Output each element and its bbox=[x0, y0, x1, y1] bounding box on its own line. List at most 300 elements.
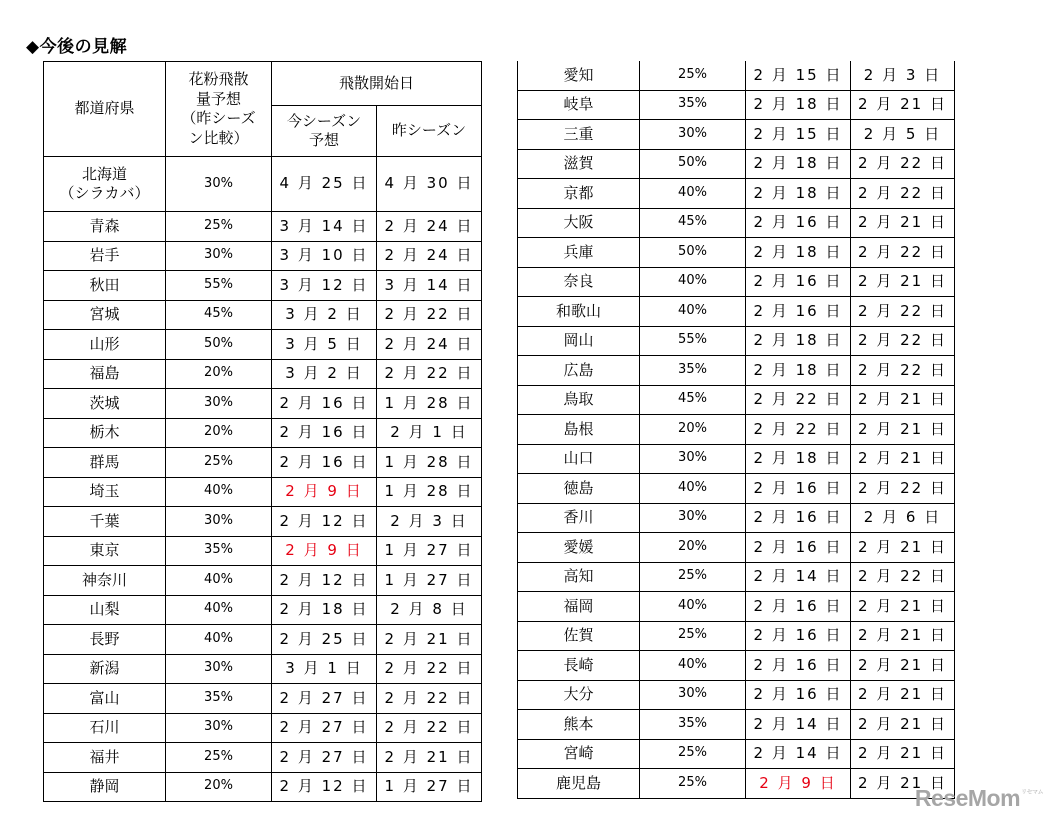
pollen-amount-cell bbox=[640, 208, 746, 238]
prefecture-cell-text: 福島 bbox=[89, 364, 120, 382]
prefecture-cell bbox=[44, 654, 166, 684]
prefecture-cell bbox=[518, 208, 640, 238]
prefecture-cell-text: 栃木 bbox=[89, 423, 120, 441]
table-row bbox=[44, 241, 482, 271]
pollen-amount-cell-text: 40% bbox=[204, 630, 233, 646]
last-season-date-cell bbox=[377, 477, 482, 507]
last-season-date-cell-text: 2 月 22 日 bbox=[858, 183, 947, 202]
prefecture-cell bbox=[44, 507, 166, 537]
forecast-date-cell-text: 3 月 14 日 bbox=[279, 216, 369, 235]
last-season-date-cell bbox=[377, 713, 482, 743]
pollen-amount-cell bbox=[640, 621, 746, 651]
last-season-date-cell bbox=[851, 533, 955, 563]
pollen-amount-cell-text: 25% bbox=[678, 627, 707, 643]
prefecture-cell-text: 滋賀 bbox=[563, 154, 594, 172]
last-season-date-cell bbox=[377, 330, 482, 360]
prefecture-cell-text: 静岡 bbox=[89, 777, 120, 795]
last-season-date-cell bbox=[377, 507, 482, 537]
last-season-date-cell-text: 2 月 22 日 bbox=[384, 305, 474, 323]
forecast-date-cell-text: 2 月 12 日 bbox=[279, 511, 369, 530]
pollen-amount-cell-text: 45% bbox=[678, 391, 707, 407]
table-row bbox=[44, 713, 482, 743]
prefecture-cell-text: 大阪 bbox=[563, 213, 594, 231]
pollen-amount-cell-text: 40% bbox=[678, 656, 707, 672]
forecast-date-cell bbox=[272, 595, 377, 625]
pollen-amount-cell bbox=[640, 356, 746, 386]
forecast-date-cell bbox=[272, 389, 377, 419]
forecast-date-cell-text: 2 月 14 日 bbox=[753, 744, 843, 762]
table-row bbox=[518, 710, 955, 740]
header-last-season: 昨シーズン bbox=[377, 106, 482, 157]
forecast-date-cell bbox=[746, 415, 851, 445]
forecast-date-cell-text: 2 月 9 日 bbox=[759, 773, 837, 792]
table-row bbox=[44, 625, 482, 655]
last-season-date-cell-text: 2 月 3 日 bbox=[390, 511, 468, 530]
prefecture-cell-text: 山梨 bbox=[89, 600, 120, 618]
pollen-amount-cell-text: 35% bbox=[678, 96, 707, 112]
pollen-amount-cell-text: 50% bbox=[678, 155, 707, 171]
last-season-date-cell-text: 4 月 30 日 bbox=[384, 174, 474, 193]
pollen-amount-cell bbox=[166, 418, 272, 448]
last-season-date-cell-text: 2 月 22 日 bbox=[858, 242, 947, 261]
prefecture-cell-text: 三重 bbox=[563, 124, 594, 143]
prefecture-cell bbox=[518, 90, 640, 120]
forecast-date-cell-text: 2 月 16 日 bbox=[753, 685, 843, 703]
forecast-date-cell-text: 3 月 2 日 bbox=[285, 305, 363, 323]
prefecture-cell bbox=[518, 592, 640, 622]
table-row bbox=[518, 474, 955, 504]
prefecture-cell-text: 群馬 bbox=[89, 452, 120, 471]
pollen-amount-cell-text: 30% bbox=[678, 450, 707, 466]
table-row bbox=[518, 651, 955, 681]
table-row bbox=[518, 267, 955, 297]
prefecture-cell-text: 徳島 bbox=[563, 478, 594, 497]
forecast-date-cell-text: 2 月 18 日 bbox=[279, 600, 369, 618]
prefecture-cell-text: 高知 bbox=[563, 567, 594, 585]
prefecture-cell-text: 鹿児島 bbox=[555, 773, 601, 792]
table-row bbox=[44, 157, 482, 212]
last-season-date-cell bbox=[851, 503, 955, 533]
table-row bbox=[518, 120, 955, 150]
prefecture-cell bbox=[44, 418, 166, 448]
right-table-body bbox=[518, 61, 955, 798]
forecast-date-cell bbox=[272, 536, 377, 566]
last-season-date-cell-text: 2 月 5 日 bbox=[863, 124, 942, 143]
pollen-amount-cell bbox=[166, 300, 272, 330]
prefecture-cell bbox=[44, 271, 166, 301]
prefecture-cell bbox=[44, 359, 166, 389]
forecast-date-cell bbox=[746, 179, 851, 209]
prefecture-cell bbox=[44, 448, 166, 478]
prefecture-cell bbox=[518, 238, 640, 268]
last-season-date-cell bbox=[377, 625, 482, 655]
forecast-date-cell bbox=[746, 120, 851, 150]
last-season-date-cell bbox=[377, 418, 482, 448]
pollen-amount-cell bbox=[640, 297, 746, 327]
pollen-amount-cell bbox=[640, 179, 746, 209]
pollen-amount-cell bbox=[640, 444, 746, 474]
last-season-date-cell-text: 2 月 21 日 bbox=[858, 744, 947, 762]
pollen-amount-cell bbox=[640, 61, 746, 90]
forecast-date-cell-text: 3 月 12 日 bbox=[279, 275, 369, 294]
last-season-date-cell-text: 2 月 21 日 bbox=[858, 213, 947, 231]
pollen-amount-cell-text: 30% bbox=[204, 175, 233, 191]
forecast-date-cell-text: 2 月 18 日 bbox=[753, 360, 843, 379]
forecast-date-cell bbox=[272, 271, 377, 301]
table-row bbox=[518, 90, 955, 120]
forecast-date-cell-text: 2 月 25 日 bbox=[279, 629, 369, 648]
last-season-date-cell bbox=[851, 238, 955, 268]
pollen-amount-cell bbox=[166, 536, 272, 566]
forecast-date-cell-text: 2 月 12 日 bbox=[279, 570, 369, 589]
prefecture-cell bbox=[518, 297, 640, 327]
last-season-date-cell-text: 1 月 28 日 bbox=[384, 393, 474, 412]
last-season-date-cell-text: 2 月 21 日 bbox=[858, 390, 947, 408]
prefecture-cell bbox=[44, 477, 166, 507]
table-row bbox=[518, 621, 955, 651]
pollen-amount-cell bbox=[166, 477, 272, 507]
pollen-amount-cell bbox=[640, 769, 746, 799]
forecast-date-cell-text: 2 月 16 日 bbox=[279, 452, 369, 471]
forecast-date-cell bbox=[272, 507, 377, 537]
prefecture-cell-text: 岩手 bbox=[89, 246, 120, 264]
prefecture-cell bbox=[44, 566, 166, 596]
last-season-date-cell-text: 2 月 22 日 bbox=[384, 718, 474, 736]
last-season-date-cell-text: 2 月 21 日 bbox=[858, 537, 947, 556]
last-season-date-cell bbox=[851, 710, 955, 740]
last-season-date-cell bbox=[851, 61, 955, 90]
forecast-date-cell-text: 4 月 25 日 bbox=[279, 174, 369, 193]
pollen-amount-cell-text: 30% bbox=[204, 394, 233, 410]
forecast-date-cell bbox=[746, 769, 851, 799]
prefecture-cell-text: 愛知 bbox=[563, 65, 594, 84]
pollen-amount-cell bbox=[166, 212, 272, 242]
pollen-amount-cell bbox=[640, 474, 746, 504]
prefecture-cell-text: 岐阜 bbox=[563, 95, 594, 113]
pollen-amount-cell-text: 25% bbox=[678, 568, 707, 584]
pollen-amount-cell-text: 35% bbox=[678, 715, 707, 731]
forecast-date-cell bbox=[746, 149, 851, 179]
table-row bbox=[44, 271, 482, 301]
last-season-date-cell bbox=[851, 356, 955, 386]
prefecture-cell bbox=[518, 415, 640, 445]
forecast-date-cell bbox=[272, 448, 377, 478]
pollen-amount-cell-text: 35% bbox=[204, 689, 233, 705]
pollen-amount-cell bbox=[640, 120, 746, 150]
forecast-date-cell bbox=[746, 444, 851, 474]
last-season-date-cell bbox=[851, 415, 955, 445]
forecast-date-cell bbox=[746, 267, 851, 297]
forecast-date-cell-text: 2 月 18 日 bbox=[753, 449, 843, 467]
last-season-date-cell bbox=[851, 149, 955, 179]
last-season-date-cell bbox=[851, 680, 955, 710]
pollen-amount-cell-text: 40% bbox=[204, 571, 233, 587]
last-season-date-cell bbox=[851, 90, 955, 120]
forecast-date-cell-text: 2 月 15 日 bbox=[753, 124, 843, 143]
prefecture-cell-text: 北海道 bbox=[81, 164, 127, 183]
prefecture-cell bbox=[518, 267, 640, 297]
prefecture-cell bbox=[518, 503, 640, 533]
forecast-date-cell bbox=[746, 533, 851, 563]
forecast-date-cell-text: 2 月 18 日 bbox=[753, 331, 843, 349]
pollen-amount-cell bbox=[166, 507, 272, 537]
forecast-date-cell-text: 2 月 16 日 bbox=[753, 272, 843, 290]
pollen-table-right bbox=[517, 61, 955, 799]
last-season-date-cell-text: 2 月 21 日 bbox=[384, 629, 474, 648]
last-season-date-cell-text: 1 月 28 日 bbox=[384, 452, 474, 471]
last-season-date-cell-text: 2 月 24 日 bbox=[384, 334, 474, 353]
prefecture-cell-text: 新潟 bbox=[89, 659, 120, 677]
prefecture-cell-text: 鳥取 bbox=[563, 390, 594, 408]
pollen-amount-cell-text: 20% bbox=[678, 538, 707, 554]
pollen-amount-cell-text: 25% bbox=[204, 453, 233, 469]
last-season-date-cell-text: 2 月 22 日 bbox=[384, 688, 474, 707]
last-season-date-cell-text: 2 月 22 日 bbox=[384, 364, 474, 382]
prefecture-cell-text: 大分 bbox=[563, 685, 594, 703]
table-row bbox=[44, 536, 482, 566]
pollen-amount-cell-text: 40% bbox=[204, 601, 233, 617]
last-season-date-cell bbox=[377, 300, 482, 330]
prefecture-cell-text: 石川 bbox=[89, 718, 120, 736]
prefecture-cell bbox=[518, 651, 640, 681]
forecast-date-cell bbox=[272, 241, 377, 271]
pollen-amount-cell bbox=[166, 330, 272, 360]
forecast-date-cell-text: 2 月 18 日 bbox=[753, 95, 843, 113]
prefecture-cell-text: 千葉 bbox=[89, 511, 120, 530]
table-row bbox=[518, 680, 955, 710]
forecast-date-cell-text: 3 月 2 日 bbox=[285, 364, 363, 382]
pollen-amount-cell-text: 40% bbox=[678, 273, 707, 289]
prefecture-cell bbox=[518, 739, 640, 769]
last-season-date-cell-text: 2 月 22 日 bbox=[858, 301, 947, 320]
pollen-amount-cell-text: 30% bbox=[204, 512, 233, 528]
table-row bbox=[518, 562, 955, 592]
forecast-date-cell bbox=[272, 418, 377, 448]
forecast-date-cell bbox=[746, 680, 851, 710]
forecast-date-cell bbox=[272, 654, 377, 684]
last-season-date-cell-text: 1 月 27 日 bbox=[384, 541, 474, 559]
pollen-amount-cell bbox=[166, 241, 272, 271]
last-season-date-cell bbox=[851, 739, 955, 769]
pollen-amount-cell-text: 40% bbox=[204, 483, 233, 499]
table-row bbox=[518, 61, 955, 90]
section-heading: ◆今後の見解 bbox=[26, 37, 128, 57]
prefecture-cell-text: 佐賀 bbox=[563, 626, 594, 644]
pollen-amount-cell-text: 30% bbox=[678, 125, 707, 141]
forecast-date-cell bbox=[746, 474, 851, 504]
prefecture-cell bbox=[518, 356, 640, 386]
prefecture-cell bbox=[44, 212, 166, 242]
forecast-date-cell bbox=[746, 61, 851, 90]
forecast-date-cell bbox=[746, 208, 851, 238]
last-season-date-cell bbox=[377, 359, 482, 389]
forecast-date-cell bbox=[746, 297, 851, 327]
pollen-amount-cell-text: 30% bbox=[204, 719, 233, 735]
prefecture-cell-text: 和歌山 bbox=[555, 301, 601, 320]
prefecture-cell bbox=[518, 326, 640, 356]
prefecture-cell bbox=[44, 300, 166, 330]
table-row bbox=[44, 684, 482, 714]
last-season-date-cell bbox=[851, 474, 955, 504]
pollen-amount-cell bbox=[640, 385, 746, 415]
prefecture-cell bbox=[518, 769, 640, 799]
table-row bbox=[44, 448, 482, 478]
pollen-amount-cell-text: 20% bbox=[204, 778, 233, 794]
prefecture-cell bbox=[518, 680, 640, 710]
pollen-amount-cell bbox=[166, 713, 272, 743]
prefecture-cell bbox=[518, 179, 640, 209]
pollen-amount-cell-text: 30% bbox=[204, 660, 233, 676]
prefecture-cell bbox=[44, 389, 166, 419]
pollen-amount-cell bbox=[166, 595, 272, 625]
prefecture-note-text: （シラカバ） bbox=[59, 184, 150, 202]
prefecture-cell-text: 長野 bbox=[89, 629, 120, 648]
last-season-date-cell bbox=[851, 179, 955, 209]
prefecture-cell-text: 奈良 bbox=[563, 272, 594, 290]
forecast-date-cell bbox=[746, 90, 851, 120]
prefecture-cell bbox=[44, 772, 166, 802]
forecast-date-cell bbox=[272, 477, 377, 507]
pollen-amount-cell bbox=[166, 625, 272, 655]
last-season-date-cell-text: 2 月 21 日 bbox=[858, 449, 947, 467]
pollen-amount-cell-text: 45% bbox=[204, 306, 233, 322]
forecast-date-cell-text: 2 月 16 日 bbox=[753, 655, 843, 674]
last-season-date-cell bbox=[377, 271, 482, 301]
prefecture-cell bbox=[518, 120, 640, 150]
forecast-date-cell-text: 2 月 15 日 bbox=[753, 65, 843, 84]
pollen-amount-cell-text: 25% bbox=[678, 774, 707, 790]
forecast-date-cell bbox=[746, 503, 851, 533]
header-start-date: 飛散開始日 bbox=[272, 62, 482, 106]
table-row bbox=[518, 592, 955, 622]
resemom-watermark-logo: ReseMom$^{リセマム}$ bbox=[914, 785, 1043, 811]
forecast-date-cell-text: 2 月 18 日 bbox=[753, 183, 843, 202]
prefecture-cell bbox=[518, 562, 640, 592]
last-season-date-cell-text: 2 月 22 日 bbox=[384, 659, 474, 677]
table-row bbox=[518, 356, 955, 386]
pollen-amount-cell bbox=[640, 680, 746, 710]
table-row bbox=[44, 507, 482, 537]
pollen-amount-cell bbox=[640, 651, 746, 681]
pollen-amount-cell bbox=[640, 503, 746, 533]
forecast-date-cell bbox=[746, 710, 851, 740]
forecast-date-cell bbox=[746, 356, 851, 386]
forecast-date-cell bbox=[272, 713, 377, 743]
prefecture-cell-text: 秋田 bbox=[89, 275, 120, 294]
last-season-date-cell-text: 1 月 28 日 bbox=[384, 482, 474, 500]
prefecture-cell-text: 岡山 bbox=[563, 331, 594, 349]
last-season-date-cell bbox=[851, 621, 955, 651]
last-season-date-cell bbox=[377, 654, 482, 684]
prefecture-cell bbox=[518, 444, 640, 474]
table-row bbox=[518, 415, 955, 445]
prefecture-cell-text: 宮城 bbox=[89, 305, 120, 323]
forecast-date-cell bbox=[272, 212, 377, 242]
prefecture-cell bbox=[518, 621, 640, 651]
table-row bbox=[518, 503, 955, 533]
forecast-date-cell bbox=[746, 621, 851, 651]
pollen-amount-cell bbox=[166, 566, 272, 596]
prefecture-cell-text: 神奈川 bbox=[81, 570, 127, 589]
pollen-amount-cell bbox=[166, 271, 272, 301]
prefecture-cell-text: 広島 bbox=[563, 360, 594, 379]
prefecture-cell bbox=[44, 241, 166, 271]
last-season-date-cell bbox=[377, 566, 482, 596]
pollen-amount-cell-text: 25% bbox=[204, 748, 233, 764]
last-season-date-cell bbox=[851, 297, 955, 327]
forecast-date-cell-text: 2 月 16 日 bbox=[753, 626, 843, 644]
pollen-amount-cell bbox=[640, 149, 746, 179]
last-season-date-cell-text: 2 月 21 日 bbox=[384, 747, 474, 766]
prefecture-cell bbox=[518, 149, 640, 179]
last-season-date-cell bbox=[851, 326, 955, 356]
forecast-date-cell-text: 2 月 16 日 bbox=[753, 301, 843, 320]
prefecture-cell-text: 愛媛 bbox=[563, 537, 594, 556]
forecast-date-cell-text: 2 月 16 日 bbox=[753, 596, 843, 615]
forecast-date-cell-text: 2 月 16 日 bbox=[279, 423, 369, 441]
table-row bbox=[518, 149, 955, 179]
last-season-date-cell-text: 1 月 27 日 bbox=[384, 570, 474, 589]
last-season-date-cell-text: 2 月 21 日 bbox=[858, 596, 947, 615]
pollen-amount-cell bbox=[166, 654, 272, 684]
prefecture-cell-text: 山形 bbox=[89, 334, 120, 353]
pollen-amount-cell bbox=[640, 710, 746, 740]
forecast-date-cell bbox=[272, 772, 377, 802]
table-row bbox=[44, 359, 482, 389]
last-season-date-cell bbox=[377, 772, 482, 802]
table-row bbox=[518, 179, 955, 209]
forecast-date-cell-text: 2 月 27 日 bbox=[279, 747, 369, 766]
table-row bbox=[518, 326, 955, 356]
pollen-amount-cell-text: 40% bbox=[678, 597, 707, 613]
pollen-amount-cell-text: 20% bbox=[204, 365, 233, 381]
forecast-date-cell bbox=[746, 385, 851, 415]
table-row bbox=[44, 418, 482, 448]
table-row bbox=[44, 477, 482, 507]
forecast-date-cell-text: 2 月 9 日 bbox=[285, 482, 363, 500]
table-row bbox=[44, 212, 482, 242]
last-season-date-cell bbox=[851, 267, 955, 297]
pollen-amount-cell bbox=[166, 389, 272, 419]
table-row bbox=[518, 208, 955, 238]
prefecture-cell-text: 福岡 bbox=[563, 596, 594, 615]
table-row bbox=[518, 739, 955, 769]
prefecture-cell bbox=[518, 710, 640, 740]
last-season-date-cell-text: 1 月 27 日 bbox=[384, 777, 474, 795]
pollen-amount-cell bbox=[640, 592, 746, 622]
prefecture-cell bbox=[44, 595, 166, 625]
last-season-date-cell-text: 2 月 24 日 bbox=[384, 246, 474, 264]
forecast-date-cell-text: 2 月 12 日 bbox=[279, 777, 369, 795]
prefecture-cell-text: 埼玉 bbox=[89, 482, 120, 500]
last-season-date-cell-text: 2 月 21 日 bbox=[858, 419, 947, 438]
table-row bbox=[44, 743, 482, 773]
pollen-amount-cell-text: 20% bbox=[678, 420, 707, 436]
table-row bbox=[518, 297, 955, 327]
header-pollen-amount: 花粉飛散 量予想 （昨シーズ ン比較） bbox=[166, 62, 272, 157]
pollen-amount-cell bbox=[640, 90, 746, 120]
last-season-date-cell-text: 2 月 21 日 bbox=[858, 714, 947, 733]
forecast-date-cell-text: 3 月 5 日 bbox=[285, 334, 363, 353]
forecast-date-cell-text: 2 月 16 日 bbox=[753, 508, 843, 526]
last-season-date-cell-text: 2 月 21 日 bbox=[858, 655, 947, 674]
pollen-amount-cell bbox=[166, 359, 272, 389]
pollen-amount-cell-text: 55% bbox=[678, 332, 707, 348]
prefecture-cell-text: 山口 bbox=[563, 449, 594, 467]
table-row bbox=[518, 385, 955, 415]
last-season-date-cell-text: 3 月 14 日 bbox=[384, 275, 474, 294]
last-season-date-cell bbox=[851, 651, 955, 681]
